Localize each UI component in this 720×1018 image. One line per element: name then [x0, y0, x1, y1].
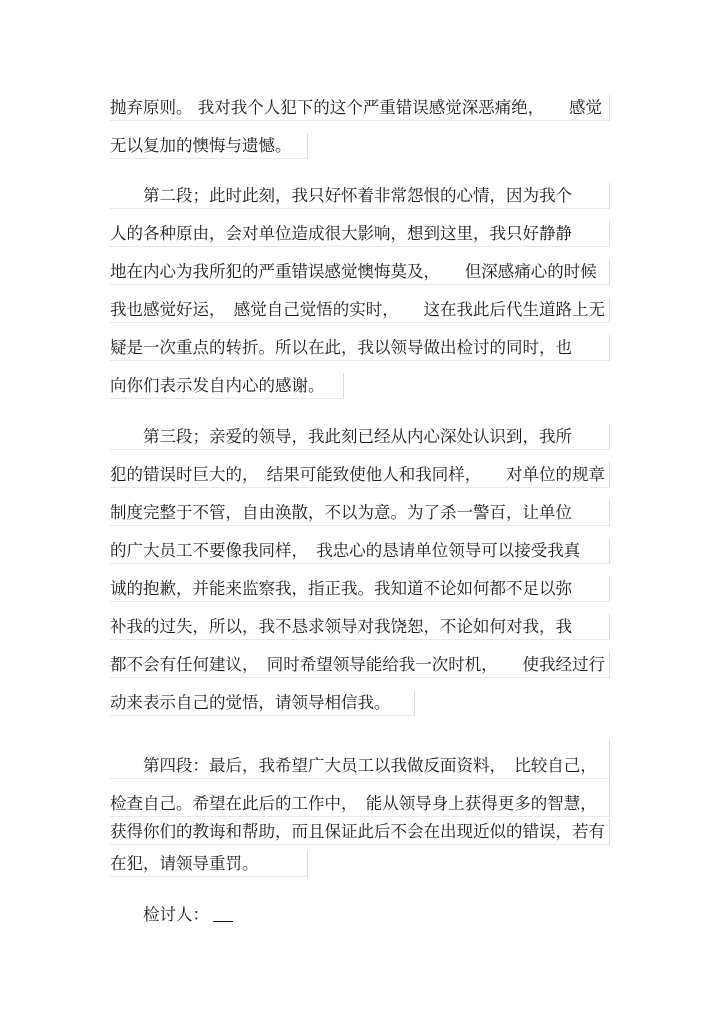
signature-label: 检讨人：: [110, 905, 209, 924]
text-line: 第二段；此时此刻，我只好怀着非常怨恨的心情，因为我个: [110, 183, 610, 209]
text-line: 第三段；亲爱的领导，我此刻已经从内心深处认识到，我所: [110, 424, 610, 450]
text-line: 向你们表示发自内心的感谢。: [110, 373, 344, 399]
text-line: 地在内心为我所犯的严重错误感觉懊悔莫及， 但深感痛心的时候: [110, 259, 610, 285]
text-line: 的广大员工不要像我同样， 我忠心的恳请单位领导可以接受我真: [110, 538, 610, 564]
text-line: 犯的错误时巨大的， 结果可能致使他人和我同样， 对单位的规章: [110, 462, 610, 488]
text-line: 第四段：最后，我希望广大员工以我做反面资料， 比较自己，: [110, 753, 610, 779]
text-line: 获得你们的教诲和帮助，而且保证此后不会在出现近似的错误，若有: [110, 819, 610, 845]
text-line: 抛弃原则。 我对我个人犯下的这个严重错误感觉深恶痛绝， 感觉: [110, 95, 610, 121]
margin-mark: [609, 778, 610, 800]
text-line: 诚的抱歉，并能来监察我，指正我。我知道不论如何都不足以弥: [110, 576, 610, 602]
text-line: 动来表示自己的觉悟，请领导相信我。: [110, 690, 415, 716]
text-line: 疑是一次重点的转折。所以在此，我以领导做出检讨的同时，也: [110, 335, 610, 361]
text-line: 补我的过失，所以，我不恳求领导对我饶恕，不论如何对我，我: [110, 614, 610, 640]
text-line: 检查自己。希望在此后的工作中， 能从领导身上获得更多的智慧，: [110, 791, 610, 817]
text-line: 制度完整于不管，自由涣散，不以为意。为了杀一警百，让单位: [110, 500, 610, 526]
signature-blank[interactable]: [213, 905, 233, 922]
text-line: 无以复加的懊悔与遗憾。: [110, 133, 308, 159]
signature-line: [110, 902, 270, 928]
text-line: 都不会有任何建议， 同时希望领导能给我一次时机， 使我经过行: [110, 652, 610, 678]
text-line: 在犯，请领导重罚。: [110, 851, 308, 877]
text-line: 人的各种原由，会对单位造成很大影响，想到这里，我只好静静: [110, 221, 610, 247]
margin-mark: [609, 740, 610, 762]
text-line: 我也感觉好运， 感觉自己觉悟的实时， 这在我此后代生道路上无: [110, 297, 610, 323]
